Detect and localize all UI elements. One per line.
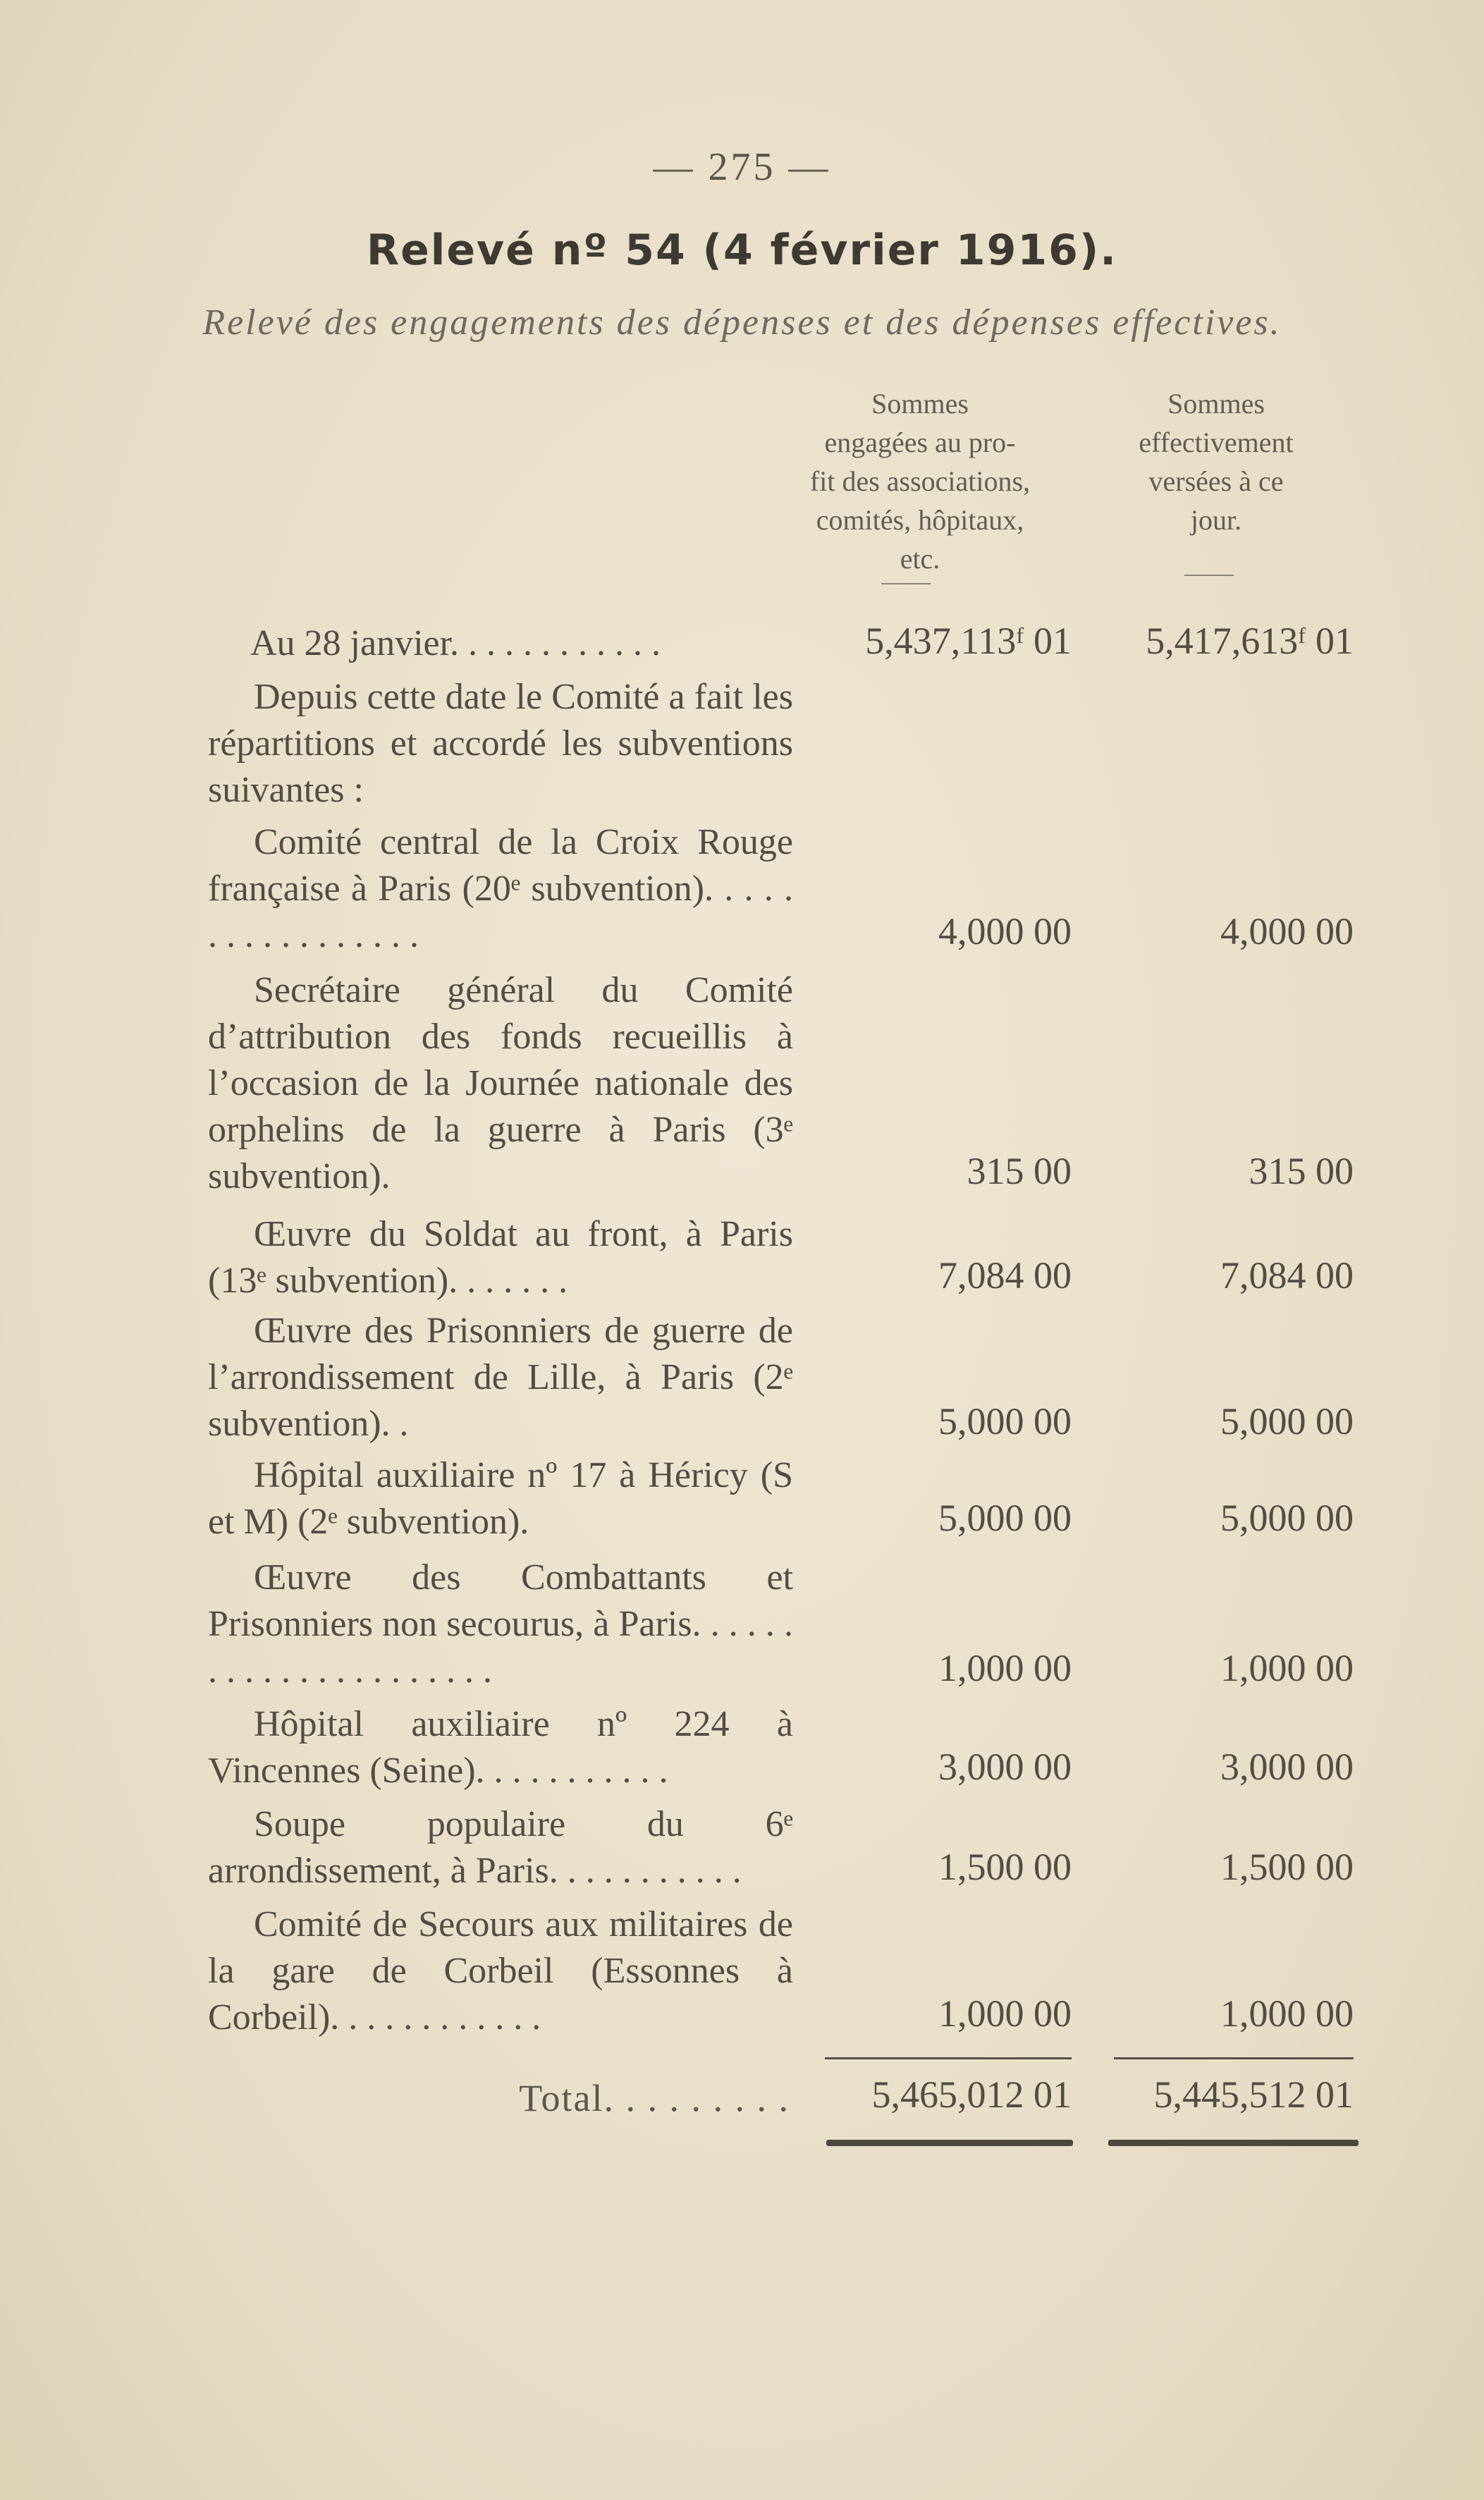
table-row-engaged: 1,000 00 (938, 1647, 1072, 1689)
table-row-paid: 315 00 (1249, 1150, 1354, 1192)
table-row-label (208, 1211, 793, 1304)
column-header-paid: Sommes effectivement versées à ce jour. (1139, 388, 1294, 536)
total-label: Total. . . . . . . . . (519, 2077, 790, 2119)
total-double-rule-engaged (826, 2140, 1073, 2146)
row-label-text: Œuvre des Combattants et Prisonniers non secourus, à Paris. . . . . . . . . . . . . . . . . . . . . . (208, 1557, 793, 1691)
table-row-label (208, 1555, 793, 1694)
row-label-text: Œuvre des Prisonniers de guerre de l’arrondissement de Lille, à Paris (2ᵉ subvention). . (208, 1311, 793, 1444)
table-row-paid: 3,000 00 (1220, 1746, 1354, 1788)
table-row-label (208, 1701, 793, 1794)
table-row-label (208, 1901, 793, 2041)
page-subtitle: Relevé des engagements des dépenses et des dépenses effectives. (202, 302, 1282, 343)
total-rule-paid (1114, 2057, 1354, 2059)
total-paid: 5,445,512 01 (1153, 2073, 1354, 2116)
total-double-rule-paid (1108, 2140, 1359, 2146)
table-row-engaged: 5,000 00 (938, 1400, 1072, 1442)
total-rule-engaged (825, 2057, 1072, 2059)
table-row-label (208, 674, 793, 814)
row-label-text: Œuvre du Soldat au front, à Paris (13ᵉ subvention). . . . . . . (208, 1214, 793, 1301)
table-row-label (208, 967, 793, 1200)
table-row-engaged: 5,437,113ᶠ 01 (865, 620, 1072, 662)
table-row-paid: 5,000 00 (1220, 1400, 1354, 1442)
table-row-engaged: 3,000 00 (938, 1746, 1072, 1788)
table-row-engaged: 1,500 00 (938, 1846, 1072, 1888)
table-row-paid: 5,000 00 (1220, 1497, 1354, 1539)
intro-text: Depuis cette date le Comité a fait les répartitions et accordé les subventions suivantes : (208, 677, 793, 810)
table-row-paid: 1,000 00 (1220, 1647, 1354, 1689)
table-row-label (208, 1452, 793, 1545)
table-row-engaged: 7,084 00 (938, 1254, 1072, 1297)
table-row-paid: 7,084 00 (1220, 1254, 1354, 1297)
header-divider-engaged (881, 583, 931, 584)
table-row-engaged: 1,000 00 (938, 1992, 1072, 2035)
row-label-text: Soupe populaire du 6ᵉ arrondissement, à Paris. . . . . . . . . . . (208, 1804, 793, 1891)
row-label-text: Secrétaire général du Comité d’attribution des fonds recueillis à l’occasion de la Journée nationale des orphelins de la guerre à Paris (3ᵉ subvention). (208, 970, 793, 1196)
row-label-text: Comité central de la Croix Rouge française à Paris (20ᵉ subvention). . . . . . . . . . . . . . . . . (208, 822, 793, 955)
table-row-label (208, 819, 793, 959)
table-row-paid: 1,000 00 (1220, 1992, 1354, 2035)
page-title: Relevé nº 54 (4 février 1916). (366, 226, 1118, 275)
header-divider-paid (1184, 575, 1234, 576)
table-row-engaged: 5,000 00 (938, 1497, 1072, 1539)
table-row-label (208, 1308, 793, 1447)
table-row-label: Au 28 janvier. . . . . . . . . . . . (250, 623, 661, 663)
row-label-text: Hôpital auxiliaire nº 224 à Vincennes (Seine). . . . . . . . . . . (208, 1704, 793, 1791)
table-row-paid: 4,000 00 (1220, 910, 1354, 952)
table-row-paid: 5,417,613ᶠ 01 (1146, 620, 1354, 662)
page-number: — 275 — (653, 145, 831, 189)
table-row-engaged: 4,000 00 (938, 910, 1072, 952)
table-row-paid: 1,500 00 (1220, 1846, 1354, 1888)
row-label-text: Comité de Secours aux militaires de la gare de Corbeil (Essonnes à Corbeil). . . . . . . . . . . . (208, 1904, 793, 2038)
row-label-text: Hôpital auxiliaire nº 17 à Héricy (S et M) (2ᵉ subvention). (208, 1455, 793, 1542)
table-row-label (208, 1801, 793, 1894)
column-header-engaged: Sommes engagées au pro- fit des associations, comités, hôpitaux, etc. (809, 388, 1031, 575)
table-row-engaged: 315 00 (967, 1150, 1072, 1192)
total-engaged: 5,465,012 01 (871, 2073, 1072, 2116)
